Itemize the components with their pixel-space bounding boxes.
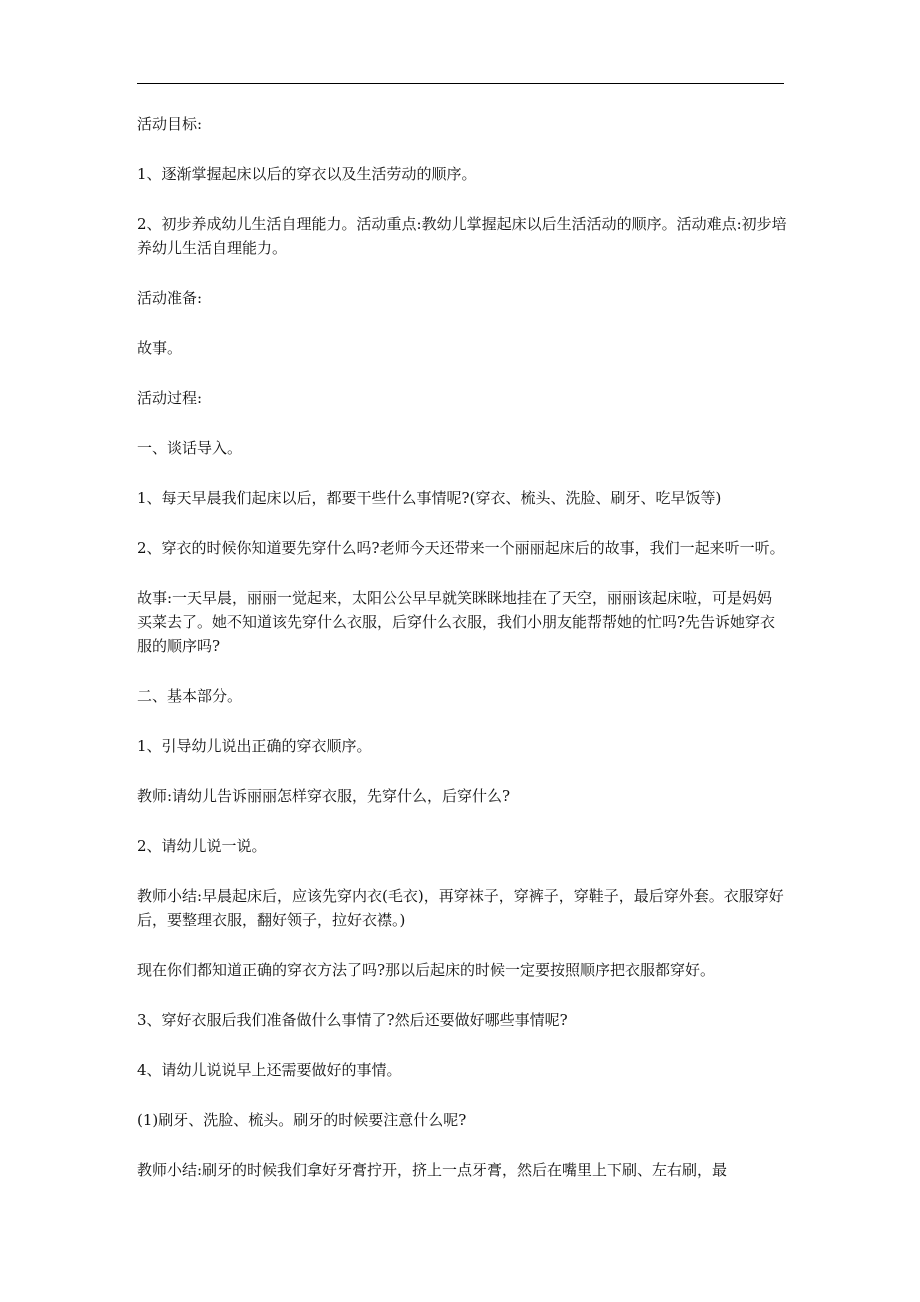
part-one-item-2: 2、穿衣的时候你知道要先穿什么吗?老师今天还带来一个丽丽起床后的故事，我们一起来听一听。 <box>137 539 785 557</box>
header-rule <box>137 83 784 84</box>
part-two-heading: 二、基本部分。 <box>137 687 243 705</box>
part-one-item-1: 1、每天早晨我们起床以后，都要干些什么事情呢?(穿衣、梳头、洗脸、刷牙、吃早饭等) <box>137 489 722 507</box>
section-heading-preparation: 活动准备: <box>137 289 203 307</box>
document-body <box>137 112 787 1208</box>
story-paragraph: 故事:一天早晨，丽丽一觉起来，太阳公公早早就笑眯眯地挂在了天空，丽丽该起床啦，可是妈妈买菜去了。她不知道该先穿什么衣服，后穿什么衣服，我们小朋友能帮帮她的忙吗?先告诉她穿衣服的顺序吗? <box>137 589 776 655</box>
part-two-item-4: 4、请幼儿说说早上还需要做好的事情。 <box>137 1061 402 1079</box>
part-one-heading: 一、谈话导入。 <box>137 439 243 457</box>
section-heading-process: 活动过程: <box>137 389 203 407</box>
sub-item-1: (1)刷牙、洗脸、梳头。刷牙的时候要注意什么呢? <box>137 1111 467 1129</box>
section-heading-goals: 活动目标: <box>137 115 203 133</box>
goal-item-1: 1、逐渐掌握起床以后的穿衣以及生活劳动的顺序。 <box>137 165 477 183</box>
part-two-item-1: 1、引导幼儿说出正确的穿衣顺序。 <box>137 737 372 755</box>
part-two-item-2: 2、请幼儿说一说。 <box>137 837 267 855</box>
goal-item-2: 2、初步养成幼儿生活自理能力。活动重点:教幼儿掌握起床以后生活活动的顺序。活动难点:初步培养幼儿生活自理能力。 <box>137 215 787 257</box>
teacher-question: 教师:请幼儿告诉丽丽怎样穿衣服，先穿什么，后穿什么? <box>137 787 511 805</box>
part-two-item-3: 3、穿好衣服后我们准备做什么事情了?然后还要做好哪些事情呢? <box>137 1011 568 1029</box>
teacher-summary-dressing: 教师小结:早晨起床后，应该先穿内衣(毛衣)，再穿袜子，穿裤子，穿鞋子，最后穿外套。衣服穿好后，要整理衣服，翻好领子，拉好衣襟。) <box>137 887 784 929</box>
teacher-summary-brushing: 教师小结:刷牙的时候我们拿好牙膏拧开，挤上一点牙膏，然后在嘴里上下刷、左右刷，最 <box>137 1161 728 1179</box>
dressing-reminder: 现在你们都知道正确的穿衣方法了吗?那以后起床的时候一定要按照顺序把衣服都穿好。 <box>137 961 716 979</box>
preparation-text: 故事。 <box>137 339 183 357</box>
